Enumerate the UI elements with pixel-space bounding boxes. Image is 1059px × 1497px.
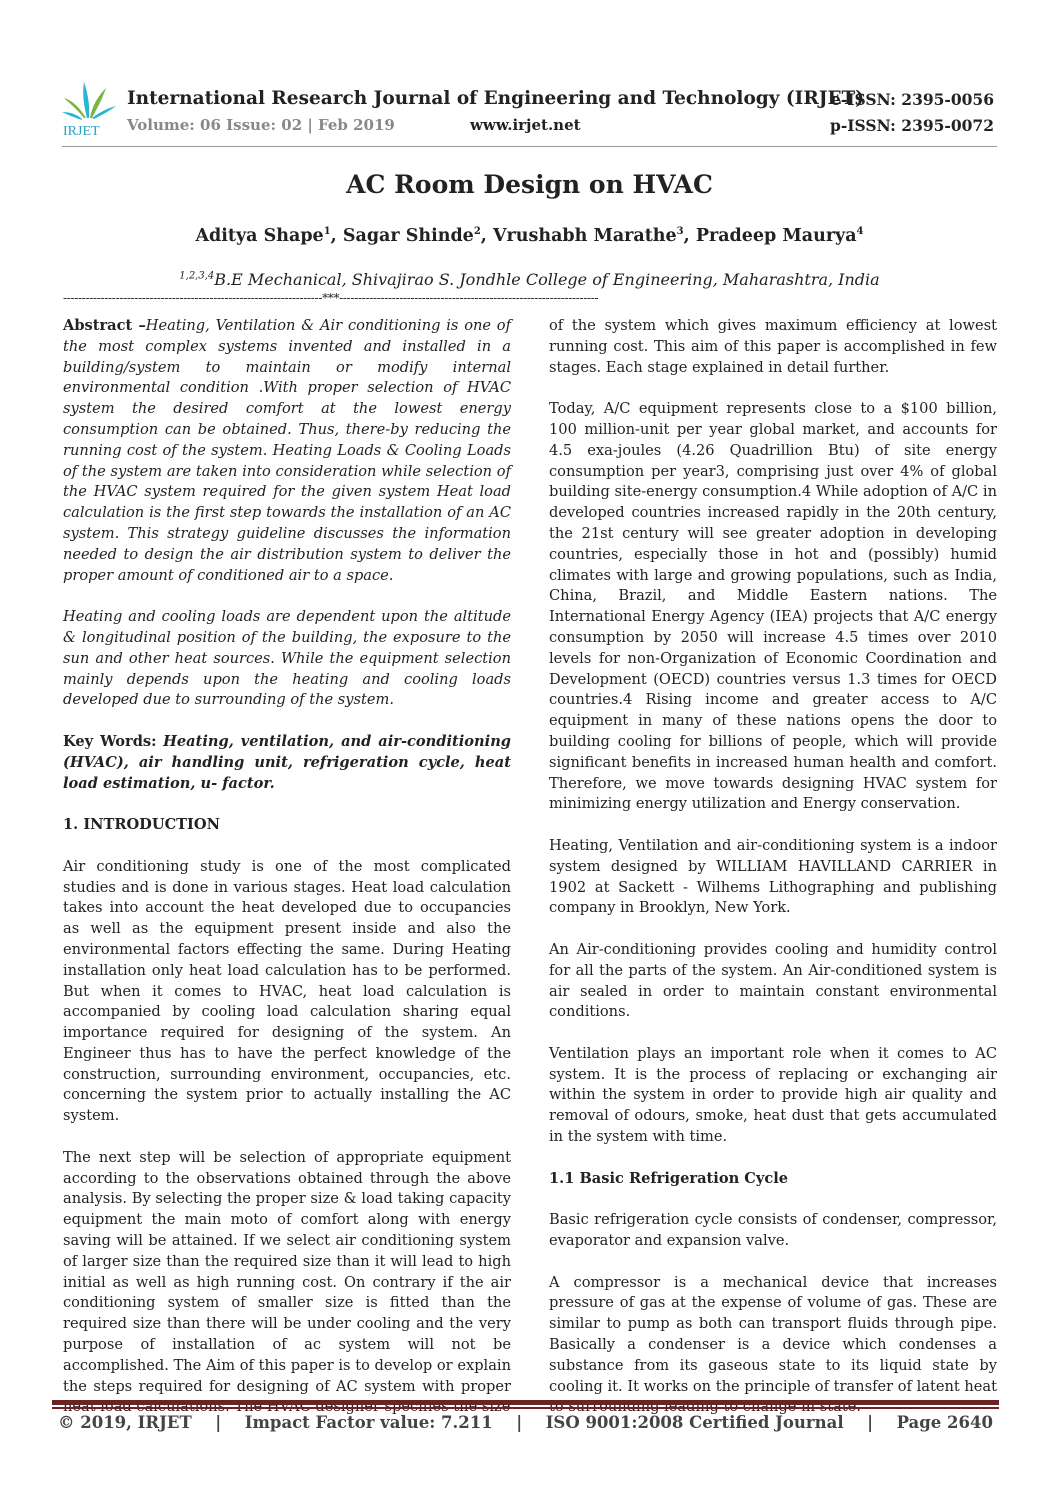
footer-separator: | (516, 1413, 523, 1432)
paragraph: A compressor is a mechanical device that increases pressure of gas at the expense of volume of gas. These are similar to pump as both can transport fluids through pipe. Basically a condenser is a device which condenses a substance from its gaseous state to its liquid state by cooling it. It works on the principle of transfer of latent heat (549, 1273, 997, 1395)
footer-separator: | (215, 1413, 222, 1432)
page-footer (58, 1413, 993, 1432)
irjet-logo (62, 78, 118, 138)
paper-title: AC Room Design on HVAC (346, 170, 713, 199)
keywords-label: Key Words: (63, 732, 157, 750)
intro-paragraph-2: The next step will be selection of appropriate equipment according to the observations obtained through the above analysis. By selecting the proper size & load taking capacity equipment the main moto of comfort along with energy saving will be attained. If we select air conditioning system of larger size than the required size than it will lead to high initial as well as high running cost. On contrary if the air conditioning system of smaller size is fitted than the required size than there will be under cooling and the very purpose of installation of ac system will not be accomplished. The Aim of this paper is to develop or explain the steps required for designing of AC system with proper (63, 1148, 511, 1395)
iso-certification: ISO 9001:2008 Certified Journal (545, 1413, 844, 1432)
volume-issue: Volume: 06 Issue: 02 | Feb 2019 (127, 116, 395, 134)
header-rule (62, 146, 997, 147)
paragraph: Heating, Ventilation and air-conditioning system is a indoor system designed by WILLIAM HAVILLAND CARRIER in 1902 at Sackett - Wilhems Lithographing and publishing company in Brooklyn, New York. (549, 836, 997, 917)
author-sep: , (480, 226, 493, 246)
journal-header (62, 78, 1002, 138)
author-sup: 3 (676, 226, 684, 238)
impact-factor: Impact Factor value: 7.211 (244, 1413, 493, 1432)
left-column (63, 316, 511, 1439)
right-column (549, 316, 997, 1439)
author: Vrushabh Marathe (492, 226, 677, 246)
keywords (63, 732, 511, 794)
paragraph: An Air-conditioning provides cooling and humidity control for all the parts of the system. An Air-conditioned system is air sealed in order to maintain constant environmental conditions. (549, 940, 997, 1021)
svg-text:IRJET: IRJET (63, 124, 100, 138)
journal-title: International Research Journal of Engineering and Technology (IRJET) (127, 88, 865, 109)
journal-website[interactable]: www.irjet.net (470, 116, 581, 134)
paragraph: of the system which gives maximum efficiency at lowest running cost. This aim of this paper is accomplished in few stages. Each stage explained in detail further. (549, 317, 997, 376)
section-heading-refrigeration-cycle: 1.1 Basic Refrigeration Cycle (549, 1169, 789, 1187)
abstract-label: Abstract – (63, 317, 146, 334)
footer-rule (52, 1400, 999, 1405)
author-sup: 1 (323, 226, 331, 238)
abstract-text: Heating, Ventilation & Air conditioning is one of the most complex systems invented and installed in a building/system to maintain or modify internal environmental condition .With proper selection of HVAC system the desired comfort at the lowest energy consumption can be obtained. Thus, there-by reducing the running cost of the system. Heating Loads & Cooling Loads of the system are taken into consideration while selection of the HVAC system required for the given system Heat load calculation is the first step towards the installation of an AC system. This strategy guideline discusses the information needed to design the air distribution system to deliver the proper amount of conditioned air to a space. (63, 317, 511, 584)
intro-paragraph-1: Air conditioning study is one of the most complicated studies and is done in various stages. Heat load calculation takes into account the heat developed due to occupancies as well as the equipment present inside and also the environmental factors effecting the same. During Heating installation only heat load calculation has to be performed. But when it comes to HVAC, heat load calculation is accompanied by cooling load calculation sharing equal importance required for designing of the system. An Engineer thus has to have the perfect knowledge of the construction, surrounding environment, occupancies, etc. concerning the system prior to actually installing the AC system. (63, 857, 511, 1125)
author-sup: 4 (856, 226, 864, 238)
eissn: e-ISSN: 2395-0056 (830, 90, 994, 109)
paragraph: Ventilation plays an important role when it comes to AC system. It is the process of replacing or exchanging air within the system in order to provide high air quality and removal of odours, smoke, heat dust that gets accumulated in the system with time. (549, 1044, 997, 1146)
abstract (63, 316, 511, 586)
section-heading-introduction: 1. INTRODUCTION (63, 816, 220, 834)
paragraph: Basic refrigeration cycle consists of condenser, compressor, evaporator and expansion valve. (549, 1211, 997, 1250)
author-sup: 2 (473, 226, 481, 238)
pissn: p-ISSN: 2395-0072 (829, 116, 994, 135)
keywords-text: Heating, ventilation, and air-conditioning (HVAC), air handling unit, refrigeration cycle, heat load estimation, u- factor. (63, 732, 512, 792)
author: Sagar Shinde (342, 226, 474, 246)
footer-rule-thin (52, 1407, 999, 1409)
author-sep: , (330, 226, 343, 246)
copyright: © 2019, IRJET (58, 1413, 192, 1432)
page-number: Page 2640 (896, 1413, 993, 1432)
affiliation (0, 270, 1059, 289)
separator: ---------------------------------------------------------------------***--------------------------------------------------------------------- (63, 291, 599, 305)
author-sep: , (683, 226, 696, 246)
author: Aditya Shape (195, 226, 324, 246)
affil-sup: 1,2,3,4 (179, 270, 215, 282)
author: Pradeep Maurya (695, 226, 857, 246)
abstract-paragraph-2: Heating and cooling loads are dependent upon the altitude & longitudinal position of the building, the exposure to the sun and other heat sources. While the equipment selection mainly depends upon the heating and cooling loads developed due to surrounding of the system. (63, 608, 511, 709)
affiliation-text: B.E Mechanical, Shivajirao S. Jondhle College of Engineering, Maharashtra, India (214, 270, 880, 289)
footer-separator: | (867, 1413, 874, 1432)
author-list (0, 226, 1059, 246)
paragraph: Today, A/C equipment represents close to a $100 billion, 100 million-unit per year global market, and accounts for 4.5 exa-joules (4.26 Quadrillion Btu) of site energy consumption per year3, comprising just over 4% of global building site-energy consumption.4 While adoption of A/C in developed countries increased rapidly in the 20th century, the 21st century will see greater adoption in developing countries, especially those in hot and (possibly) humid climates with large and growing populations, such as India, China, Brazil, and Middle Eastern nations. The International Energy Agency (IEA) projects that A/C energy consumption by 2050 will increase 4.5 times over 2010 levels for non-Organization of Economic Coordination and Development (OECD) countries versus 1.3 times for OECD countries.4 Rising income and greater access to A/C equipment in many of these nations opens the door to building cooling for billions of people, which will provide significant benefits in increased human health and comfort. Therefore, we move towards designing HVAC system for minimizing energy utilization and Energy conservation. (549, 400, 997, 813)
